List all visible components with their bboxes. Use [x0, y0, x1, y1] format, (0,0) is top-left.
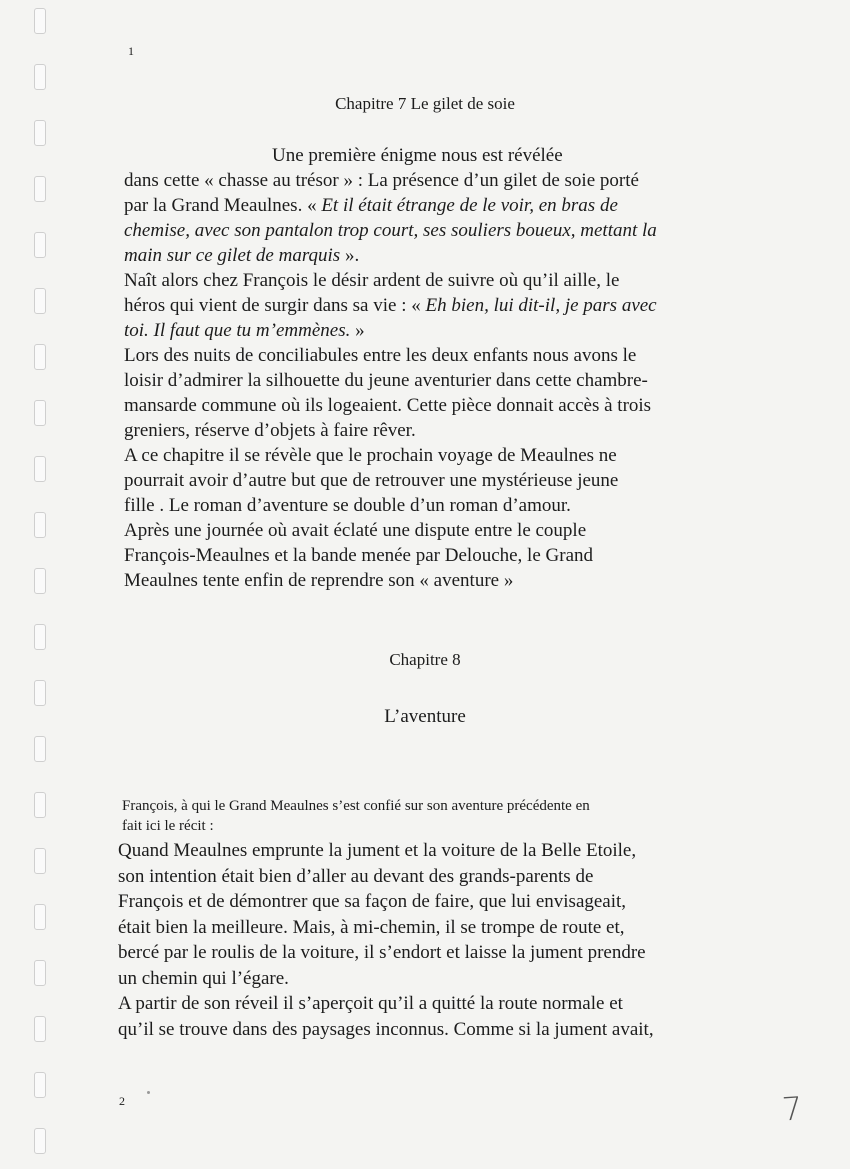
binding-hole	[34, 960, 46, 986]
binding-hole	[34, 64, 46, 90]
text-line: Quand Meaulnes emprunte la jument et la voiture de la Belle Etoile,	[118, 840, 637, 861]
chapter-8-heading: Chapitre 8	[389, 650, 461, 669]
binding-hole	[34, 512, 46, 538]
text-segment: loisir d’admirer la silhouette du jeune aventurier dans cette chambre-	[124, 370, 648, 391]
intro-line: fait ici le récit :	[122, 818, 214, 834]
text-line: bercé par le roulis de la voiture, il s’endort et laisse la jument prendre	[118, 942, 646, 963]
text-segment: Meaulnes tente enfin de reprendre son « aventure »	[124, 570, 514, 591]
text-line	[124, 368, 657, 393]
text-segment: main sur ce gilet de marquis	[124, 245, 341, 266]
binding-hole	[34, 736, 46, 762]
binding-hole	[34, 176, 46, 202]
binding-hole	[34, 792, 46, 818]
text-segment: dans cette « chasse au trésor » : La présence d’un gilet de soie porté	[124, 170, 639, 191]
binding-hole	[34, 1072, 46, 1098]
binding-hole	[34, 1016, 46, 1042]
text-line	[124, 293, 657, 318]
binding-hole	[34, 904, 46, 930]
text-segment: mansarde commune où ils logeaient. Cette pièce donnait accès à trois	[124, 395, 652, 416]
text-segment: Après une journée où avait éclaté une dispute entre le couple	[124, 520, 587, 541]
chapter-7-title: Chapitre 7 Le gilet de soie	[335, 94, 515, 113]
text-line	[124, 418, 657, 443]
text-segment: fille . Le roman d’aventure se double d’un roman d’amour.	[124, 495, 571, 516]
text-segment: »	[350, 320, 365, 341]
text-line: son intention était bien d’aller au devant des grands-parents de	[118, 865, 594, 887]
text-line: François et de démontrer que sa façon de faire, que lui envisageait,	[118, 891, 627, 912]
chapter-8-title: L’aventure	[384, 706, 466, 727]
binding-hole	[34, 680, 46, 706]
text-line: qu’il se trouve dans des paysages inconnus. Comme si la jument avait,	[118, 1018, 654, 1040]
binding-hole	[34, 456, 46, 482]
binding-hole	[34, 400, 46, 426]
text-segment: Lors des nuits de conciliabules entre les deux enfants nous avons le	[124, 345, 637, 366]
binding-hole	[34, 624, 46, 650]
text-segment: François-Meaulnes et la bande menée par Delouche, le Grand	[124, 545, 593, 566]
text-segment: greniers, réserve d’objets à faire rêver.	[124, 420, 416, 441]
binding-hole	[34, 232, 46, 258]
text-segment: toi. Il faut que tu m’emmènes.	[124, 320, 351, 341]
text-segment: Et il était étrange de le voir, en bras de	[321, 195, 618, 216]
text-line	[124, 568, 657, 593]
text-line: était bien la meilleure. Mais, à mi-chemin, il se trompe de route et,	[118, 916, 625, 938]
chapter-8-intro	[122, 796, 590, 836]
binding-hole	[34, 288, 46, 314]
text-line	[124, 518, 657, 543]
page-number-bottom: 2	[119, 1094, 125, 1108]
binding-hole	[34, 8, 46, 34]
binding-holes	[34, 0, 48, 1169]
text-line	[124, 343, 657, 368]
text-segment: pourrait avoir d’autre but que de retrouver une mystérieuse jeune	[124, 470, 619, 491]
text-line	[124, 193, 657, 218]
page-number-top: 1	[128, 44, 134, 58]
handwritten-page-mark: 7	[780, 1089, 804, 1129]
text-segment: par la Grand Meaulnes. «	[124, 195, 322, 216]
chapter-8-text	[118, 838, 654, 1042]
text-line	[124, 318, 657, 343]
text-line	[124, 468, 657, 493]
ink-speck	[147, 1091, 150, 1094]
text-line	[124, 268, 657, 293]
text-segment: Naît alors chez François le désir ardent de suivre où qu’il aille, le	[124, 270, 620, 291]
text-segment: héros qui vient de surgir dans sa vie : «	[124, 295, 426, 316]
binding-hole	[34, 568, 46, 594]
text-segment: A ce chapitre il se révèle que le prochain voyage de Meaulnes ne	[124, 445, 617, 466]
text-line	[124, 543, 657, 568]
intro-line: François, à qui le Grand Meaulnes s’est confié sur son aventure précédente en	[122, 798, 590, 814]
text-line: un chemin qui l’égare.	[118, 967, 289, 989]
text-line	[124, 443, 657, 468]
text-segment: ».	[340, 245, 360, 266]
binding-hole	[34, 848, 46, 874]
text-line	[124, 168, 657, 193]
text-segment: Une première énigme nous est révélée	[272, 145, 563, 166]
binding-hole	[34, 120, 46, 146]
text-line: A partir de son réveil il s’aperçoit qu’il a quitté la route normale et	[118, 993, 623, 1014]
binding-hole	[34, 1128, 46, 1154]
chapter-7-text	[124, 143, 657, 593]
text-segment: Eh bien, lui dit-il, je pars avec	[425, 295, 657, 316]
text-line	[124, 393, 657, 418]
text-line	[124, 493, 657, 518]
text-segment: chemise, avec son pantalon trop court, ses souliers boueux, mettant la	[124, 220, 657, 241]
text-line	[124, 143, 657, 168]
text-line	[124, 243, 657, 268]
text-line	[124, 218, 657, 243]
binding-hole	[34, 344, 46, 370]
